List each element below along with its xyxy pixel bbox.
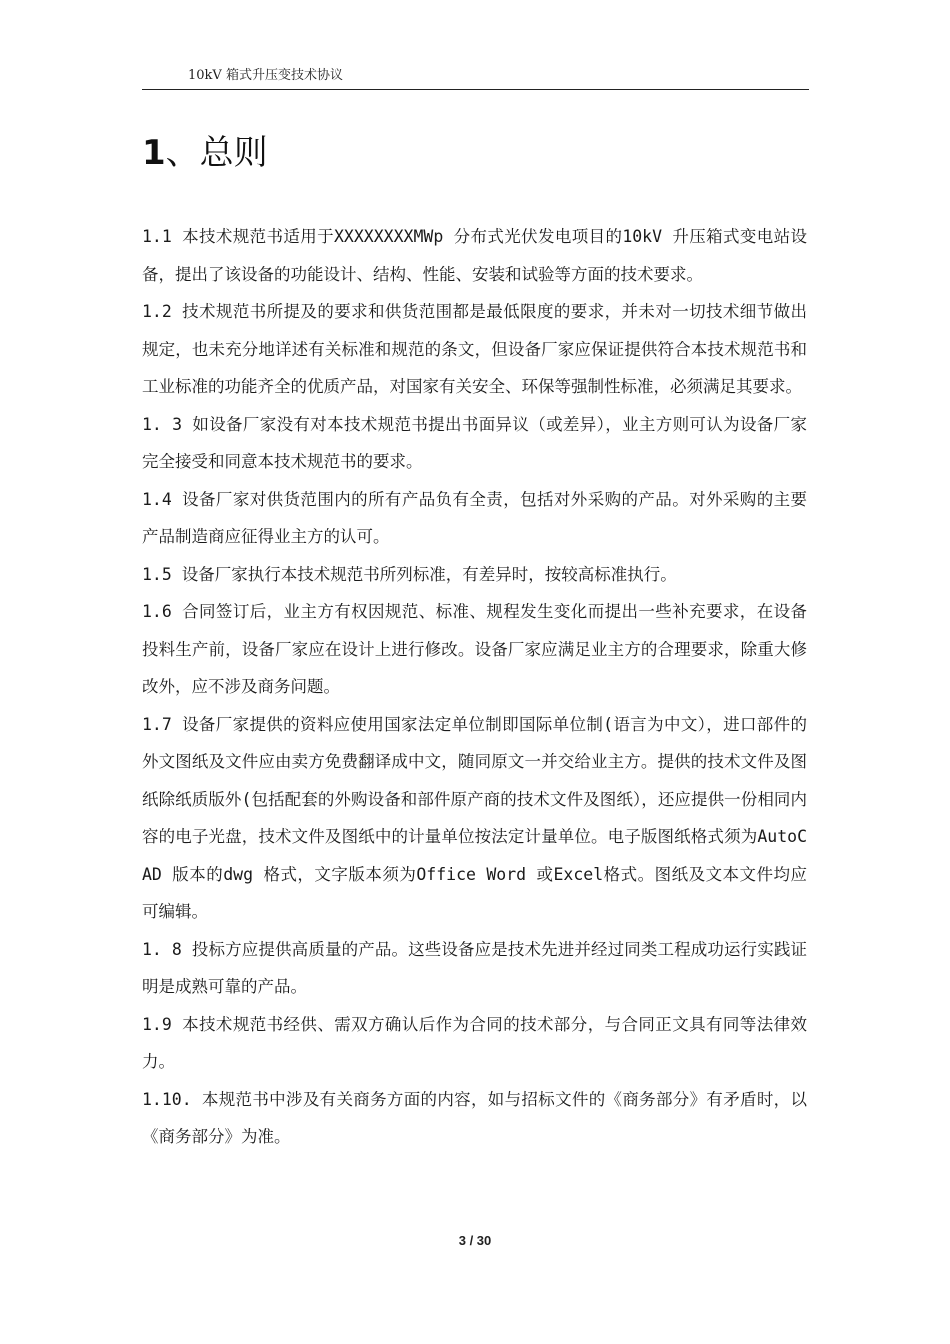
document-body <box>142 218 807 1156</box>
paragraph-1-8: 1. 8 投标方应提供高质量的产品。这些设备应是技术先进并经过同类工程成功运行实践证明是成熟可靠的产品。 <box>142 939 807 996</box>
paragraph-1-10: 1.10. 本规范书中涉及有关商务方面的内容，如与招标文件的《商务部分》有矛盾时，以《商务部分》为准。 <box>142 1089 807 1146</box>
paragraph-1-9: 1.9 本技术规范书经供、需双方确认后作为合同的技术部分，与合同正文具有同等法律效力。 <box>142 1014 807 1071</box>
paragraph-1-3: 1. 3 如设备厂家没有对本技术规范书提出书面异议（或差异），业主方则可认为设备厂家完全接受和同意本技术规范书的要求。 <box>142 414 807 471</box>
paragraph-1-4: 1.4 设备厂家对供货范围内的所有产品负有全责，包括对外采购的产品。对外采购的主要产品制造商应征得业主方的认可。 <box>142 489 807 546</box>
page-header <box>142 0 809 90</box>
section-number: 1 <box>142 133 166 173</box>
page-number: 3 / 30 <box>458 1233 492 1248</box>
header-title: 10kV 箱式升压变技术协议 <box>188 68 343 83</box>
paragraph-1-1: 1.1 本技术规范书适用于XXXXXXXXMWp 分布式光伏发电项目的10kV 升压箱式变电站设备，提出了该设备的功能设计、结构、性能、安装和试验等方面的技术要求。 <box>142 227 807 284</box>
paragraph-1-2: 1.2 技术规范书所提及的要求和供货范围都是最低限度的要求，并未对一切技术细节做出规定，也未充分地详述有关标准和规范的条文，但设备厂家应保证提供符合本技术规范书和工业标准的功能齐全的优质产品，对国家有关安全、环保等强制性标准，必须满足其要求。 <box>142 302 807 396</box>
paragraph-1-7: 1.7 设备厂家提供的资料应使用国家法定单位制即国际单位制(语言为中文），进口部件的外文图纸及文件应由卖方免费翻译成中文，随同原文一并交给业主方。提供的技术文件及图纸除纸质版外(包括配套的外购设备和部件原产商的技术文件及图纸），还应提供一份相同内容的电子光盘，技术文件及图纸中的计量单位按法定计量单位。电子版图纸格式须为AutoCAD 版本的dwg 格式，文字版本须为Office Word 或Excel格式。图纸及文本文件均应可编辑。 <box>142 714 807 921</box>
paragraph-1-6: 1.6 合同签订后，业主方有权因规范、标准、规程发生变化而提出一些补充要求，在设备投料生产前，设备厂家应在设计上进行修改。设备厂家应满足业主方的合理要求，除重大修改外，应不涉及商务问题。 <box>142 602 807 696</box>
paragraph-1-5: 1.5 设备厂家执行本技术规范书所列标准，有差异时，按较高标准执行。 <box>142 564 677 584</box>
section-title-text: 、总则 <box>165 133 268 173</box>
section-heading <box>142 130 268 176</box>
